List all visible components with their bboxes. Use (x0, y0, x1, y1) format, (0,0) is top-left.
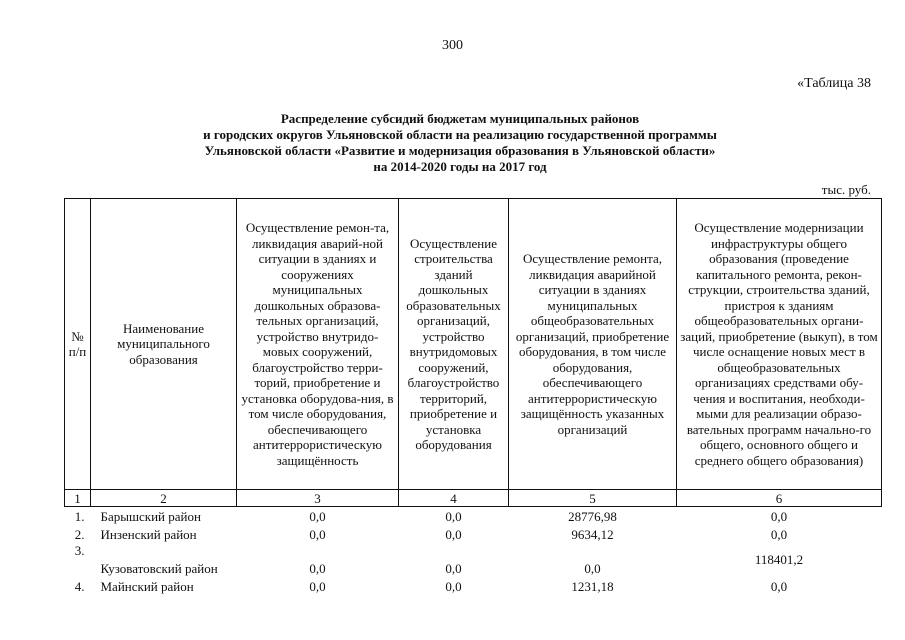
municipality-name: Инзенский район (100, 527, 197, 542)
column-number: 1 (65, 490, 91, 507)
column-number: 3 (237, 490, 399, 507)
value-cell: 0,0 (309, 527, 326, 542)
document-title (90, 111, 830, 175)
municipality-name: Барышский район (100, 509, 201, 524)
value-cell: 0,0 (770, 527, 788, 542)
page-number: 300 (442, 38, 463, 53)
value-cell: 0,0 (445, 561, 462, 576)
header-row (65, 199, 882, 490)
header-infrastructure-modernization: Осуществление модернизации инфраструктуры общего образования (проведение капитального ремонта, рекон-струкции, строительства зданий, пристроя к зданиям общеобразовательных органи-заций, приобретение (выкуп), в том числе оснащение новых мест в общеобразовательных организациях средствами обу-чения и воспитания, необходи-мыми для реализации образо-вательных программ начально-го общего, основного общего и среднего общего образования) (677, 199, 882, 490)
table-row (65, 507, 882, 526)
value-cell: 118401,2 (754, 552, 804, 567)
value-cell: 0,0 (309, 579, 326, 594)
table-reference: «Таблица 38 (797, 76, 871, 91)
header-preschool-repair: Осуществление ремон-та, ликвидация аварий-ной ситуации в зданиях и сооружениях муниципальных дошкольных образова-тельных организаций, устройство внутридо-мовых сооружений, благоустройство терри-торий, приобретение и установка оборудова-ния, в том числе оборудования, обеспечивающего антитеррористическую защищённость (237, 199, 399, 490)
value-cell: 9634,12 (571, 527, 614, 542)
subsidies-table (64, 198, 882, 595)
units-label: тыс. руб. (821, 182, 871, 197)
value-cell: 0,0 (309, 561, 326, 576)
municipality-name: Кузоватовский район (100, 561, 218, 576)
table-row (65, 577, 882, 595)
header-preschool-construction: Осуществление строительства зданий дошкольных образовательных организаций, устройство внутридомовых сооружений, благоустройство территорий, приобретение и установка оборудования (399, 199, 509, 490)
municipality-name: Майнский район (100, 579, 194, 594)
column-number: 6 (677, 490, 882, 507)
header-school-repair: Осуществление ремонта, ликвидация аварийной ситуации в зданиях муниципальных общеобразовательных организаций, приобретение оборудования, в том числе оборудования, обеспечивающего антитеррористическую защищённость указанных организаций (509, 199, 677, 490)
header-municipality-name: Наименование муниципального образования (91, 199, 237, 490)
column-number: 5 (509, 490, 677, 507)
value-cell: 0,0 (445, 579, 462, 594)
column-number: 4 (399, 490, 509, 507)
row-number: 1. (74, 509, 85, 524)
value-cell: 0,0 (309, 509, 326, 524)
column-number: 2 (91, 490, 237, 507)
table-row (65, 525, 882, 543)
value-cell: 1231,18 (571, 579, 614, 594)
title-line: Ульяновской области «Развитие и модернизация образования в Ульяновской области» (204, 143, 716, 158)
title-line: Распределение субсидий бюджетам муниципальных районов (280, 111, 640, 126)
row-number: 4. (74, 579, 85, 594)
value-cell: 0,0 (445, 527, 462, 542)
table-row (65, 543, 882, 577)
value-cell: 0,0 (584, 561, 601, 576)
value-cell: 0,0 (770, 509, 788, 524)
column-numbers-row (65, 490, 882, 507)
value-cell: 0,0 (770, 579, 788, 594)
title-line: и городских округов Ульяновской области на реализацию государственной программы (203, 127, 717, 142)
value-cell: 28776,98 (568, 509, 617, 524)
header-number: № п/п (65, 199, 91, 490)
value-cell: 0,0 (445, 509, 462, 524)
row-number: 2. (74, 527, 85, 542)
row-number: 3. (74, 543, 85, 558)
title-line: на 2014-2020 годы на 2017 год (373, 159, 547, 174)
